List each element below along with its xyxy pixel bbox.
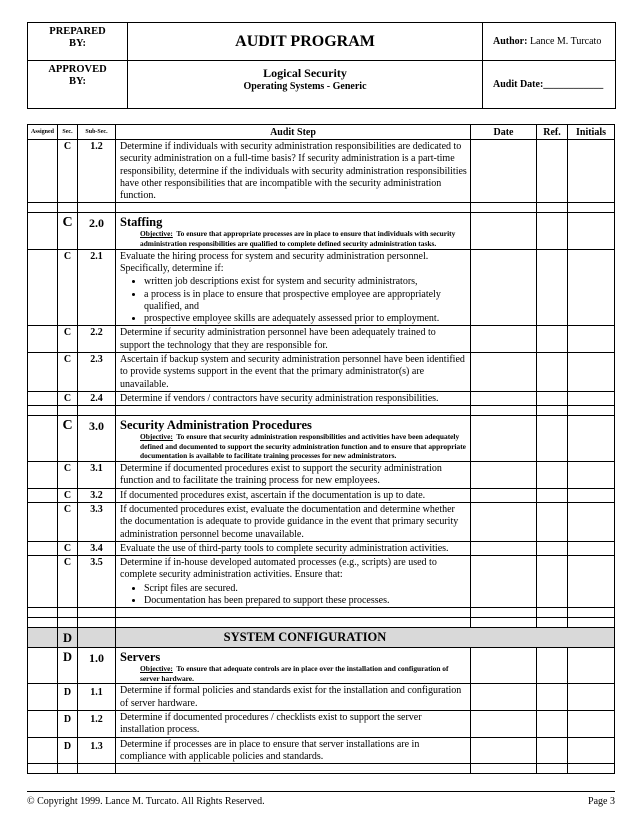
sec-cell: C	[58, 541, 78, 555]
author-label: Author:	[493, 36, 528, 47]
sec-cell: C	[58, 556, 78, 608]
sec-cell: C	[58, 488, 78, 502]
assigned-cell	[28, 628, 58, 648]
step-text: Determine if vendors / contractors have security administration responsibilities.	[116, 391, 471, 405]
ref-cell[interactable]	[537, 391, 568, 405]
date-cell[interactable]	[471, 711, 537, 738]
subsec-cell: 2.4	[78, 391, 116, 405]
initials-cell[interactable]	[568, 502, 615, 541]
ref-cell[interactable]	[537, 416, 568, 462]
subsec-cell: 1.1	[78, 684, 116, 711]
section-cell	[116, 416, 471, 462]
date-cell[interactable]	[471, 213, 537, 249]
objective-label: Objective:	[140, 664, 173, 674]
ref-cell[interactable]	[537, 648, 568, 684]
initials-cell[interactable]	[568, 416, 615, 462]
assigned-cell[interactable]	[28, 737, 58, 764]
sec-cell: C	[58, 416, 78, 462]
table-row	[28, 556, 615, 608]
spacer-row	[28, 618, 615, 628]
col-audit-step: Audit Step	[116, 125, 471, 140]
column-header-row	[28, 125, 615, 140]
sec-cell: D	[58, 684, 78, 711]
section-cell	[116, 648, 471, 684]
bullet-list	[120, 583, 467, 608]
step-text: If documented procedures exist, ascertain if the documentation is up to date.	[116, 488, 471, 502]
ref-cell[interactable]	[537, 462, 568, 489]
sec-cell: C	[58, 353, 78, 392]
subsec-cell: 2.2	[78, 326, 116, 353]
sec-cell: D	[58, 648, 78, 684]
copyright-text: © Copyright 1999. Lance M. Turcato. All Rights Reserved.	[27, 796, 265, 807]
date-cell[interactable]	[471, 391, 537, 405]
step-text: Evaluate the hiring process for system and security administration personnel. Specifically, determine if:	[120, 250, 429, 274]
subsec-cell: 3.5	[78, 556, 116, 608]
bullet-item: • Script files are secured.	[144, 583, 467, 595]
initials-cell[interactable]	[568, 488, 615, 502]
table-row	[28, 737, 615, 764]
date-cell[interactable]	[471, 416, 537, 462]
subsec-cell: 1.3	[78, 737, 116, 764]
section-title: Security Administration Procedures	[120, 418, 312, 433]
page-number: Page 3	[588, 796, 615, 807]
sec-cell: C	[58, 140, 78, 203]
initials-cell[interactable]	[568, 684, 615, 711]
spacer-row	[28, 608, 615, 618]
document-title: AUDIT PROGRAM	[128, 23, 483, 61]
subsec-cell: 3.0	[78, 416, 116, 462]
initials-cell[interactable]	[568, 462, 615, 489]
ref-cell[interactable]	[537, 737, 568, 764]
assigned-cell[interactable]	[28, 488, 58, 502]
subsec-cell: 3.4	[78, 541, 116, 555]
assigned-cell[interactable]	[28, 556, 58, 608]
assigned-cell[interactable]	[28, 391, 58, 405]
ref-cell[interactable]	[537, 556, 568, 608]
date-cell[interactable]	[471, 488, 537, 502]
assigned-cell[interactable]	[28, 541, 58, 555]
assigned-cell[interactable]	[28, 502, 58, 541]
ref-cell[interactable]	[537, 353, 568, 392]
initials-cell[interactable]	[568, 326, 615, 353]
sec-cell: D	[58, 628, 78, 648]
subsec-cell: 1.0	[78, 648, 116, 684]
initials-cell[interactable]	[568, 249, 615, 326]
table-row	[28, 391, 615, 405]
subtitle-cell	[128, 61, 483, 109]
sec-cell: D	[58, 711, 78, 738]
header-table	[27, 22, 616, 109]
col-date: Date	[471, 125, 537, 140]
step-text: Determine if documented procedures exist to support the security administration function and to facilitate the training process for new employees.	[116, 462, 471, 489]
assigned-cell[interactable]	[28, 249, 58, 326]
col-sec: Sec.	[58, 125, 78, 140]
bullet-item: • written job descriptions exist for system and security administrators,	[144, 276, 467, 288]
ref-cell[interactable]	[537, 711, 568, 738]
sec-cell: D	[58, 737, 78, 764]
date-cell[interactable]	[471, 684, 537, 711]
spacer-row	[28, 764, 615, 774]
assigned-cell[interactable]	[28, 648, 58, 684]
initials-cell[interactable]	[568, 140, 615, 203]
initials-cell[interactable]	[568, 541, 615, 555]
table-row	[28, 249, 615, 326]
subsec-cell: 2.3	[78, 353, 116, 392]
table-row	[28, 711, 615, 738]
step-text: Ascertain if backup system and security administration personnel have been identified to provide systems support in the event that the primary administrator(s) are unavailable.	[116, 353, 471, 392]
document-subtitle-2: Operating Systems - Generic	[243, 81, 367, 92]
objective-body: To ensure that appropriate processes are in place to ensure that individuals with security administration responsibilities are qualified to complete defined security administration tasks.	[140, 229, 456, 249]
section-title: Staffing	[120, 215, 163, 230]
approved-by-label: APPROVED BY:	[28, 61, 128, 109]
col-subsec: Sub-Sec.	[78, 125, 116, 140]
initials-cell[interactable]	[568, 353, 615, 392]
step-text: Determine if security administration personnel have been adequately trained to support the technology that they are responsible for.	[116, 326, 471, 353]
sec-cell: C	[58, 326, 78, 353]
date-cell[interactable]	[471, 556, 537, 608]
document-subtitle: Logical Security	[263, 66, 347, 80]
ref-cell[interactable]	[537, 684, 568, 711]
prepared-by-label: PREPARED BY:	[28, 23, 128, 61]
col-ref: Ref.	[537, 125, 568, 140]
table-row	[28, 326, 615, 353]
date-cell[interactable]	[471, 648, 537, 684]
step-text: Determine if formal policies and standards exist for the installation and configuration of server hardware.	[116, 684, 471, 711]
subsec-cell: 3.2	[78, 488, 116, 502]
subsec-cell	[78, 628, 116, 648]
section-row	[28, 416, 615, 462]
date-cell[interactable]	[471, 502, 537, 541]
bullet-item: • Documentation has been prepared to support these processes.	[144, 595, 467, 607]
assigned-cell[interactable]	[28, 140, 58, 203]
audit-steps-table	[27, 124, 615, 774]
subsec-cell: 2.0	[78, 213, 116, 249]
objective-body: To ensure that security administration responsibilities and activities have been adequately defined and documented to support the security administration function and to ensure that appropriate documentation is available to facilitate training processes for new administrators.	[140, 432, 466, 461]
ref-cell[interactable]	[537, 502, 568, 541]
ref-cell[interactable]	[537, 213, 568, 249]
step-text: Determine if in-house developed automated processes (e.g., scripts) are used to complete security administration activities. Ensure that:	[120, 557, 437, 581]
section-row	[28, 213, 615, 249]
table-row	[28, 488, 615, 502]
initials-cell[interactable]	[568, 711, 615, 738]
objective-text	[116, 432, 470, 461]
objective-text	[116, 664, 470, 683]
sec-cell: C	[58, 213, 78, 249]
table-row	[28, 140, 615, 203]
col-assigned: Assigned	[28, 125, 58, 140]
table-row	[28, 502, 615, 541]
initials-cell[interactable]	[568, 391, 615, 405]
audit-date-field[interactable]	[483, 61, 616, 109]
audit-date-label: Audit Date:____________	[493, 79, 604, 90]
sec-cell: C	[58, 391, 78, 405]
date-cell[interactable]	[471, 737, 537, 764]
objective-label: Objective:	[140, 229, 173, 239]
ref-cell[interactable]	[537, 488, 568, 502]
step-text: Evaluate the use of third-party tools to complete security administration activities.	[116, 541, 471, 555]
step-text: Determine if documented procedures / checklists exist to support the server installation process.	[116, 711, 471, 738]
date-cell[interactable]	[471, 140, 537, 203]
ref-cell[interactable]	[537, 541, 568, 555]
date-cell[interactable]	[471, 541, 537, 555]
bullet-item: • prospective employee skills are adequately assessed prior to employment.	[144, 313, 467, 325]
objective-text	[116, 229, 470, 248]
spacer-row	[28, 406, 615, 416]
section-cell	[116, 213, 471, 249]
initials-cell[interactable]	[568, 648, 615, 684]
author-value: Lance M. Turcato	[529, 36, 602, 47]
table-row	[28, 684, 615, 711]
system-config-title-text: SYSTEM CONFIGURATION	[223, 630, 387, 645]
system-config-header-row	[28, 628, 615, 648]
assigned-cell[interactable]	[28, 684, 58, 711]
step-cell	[116, 249, 471, 326]
subsec-cell: 3.1	[78, 462, 116, 489]
footer-divider	[27, 791, 615, 792]
subsec-cell: 1.2	[78, 711, 116, 738]
step-text: If documented procedures exist, evaluate the documentation and determine whether the documentation is adequate to provide guidance in the event that primary security administration personnel become unavailable.	[116, 502, 471, 541]
date-cell[interactable]	[471, 326, 537, 353]
subsec-cell: 2.1	[78, 249, 116, 326]
objective-body: To ensure that adequate controls are in place over the installation and configuration of server hardware.	[140, 664, 449, 683]
date-cell[interactable]	[471, 249, 537, 326]
author-cell	[483, 23, 616, 61]
step-cell	[116, 556, 471, 608]
assigned-cell[interactable]	[28, 353, 58, 392]
initials-cell[interactable]	[568, 737, 615, 764]
assigned-cell[interactable]	[28, 462, 58, 489]
step-text: Determine if processes are in place to ensure that server installations are in compliance with applicable policies and standards.	[116, 737, 471, 764]
ref-cell[interactable]	[537, 140, 568, 203]
section-title: Servers	[120, 650, 161, 665]
date-cell[interactable]	[471, 462, 537, 489]
table-row	[28, 353, 615, 392]
sec-cell: C	[58, 502, 78, 541]
ref-cell[interactable]	[537, 249, 568, 326]
table-row	[28, 462, 615, 489]
ref-cell[interactable]	[537, 326, 568, 353]
assigned-cell[interactable]	[28, 416, 58, 462]
subsec-cell: 1.2	[78, 140, 116, 203]
objective-label: Objective:	[140, 432, 173, 442]
bullet-item: • a process is in place to ensure that prospective employee are appropriately qualified, and	[144, 289, 467, 314]
assigned-cell[interactable]	[28, 213, 58, 249]
assigned-cell[interactable]	[28, 711, 58, 738]
col-initials: Initials	[568, 125, 615, 140]
spacer-row	[28, 203, 615, 213]
sec-cell: C	[58, 249, 78, 326]
date-cell[interactable]	[471, 353, 537, 392]
sec-cell: C	[58, 462, 78, 489]
subsec-cell: 3.3	[78, 502, 116, 541]
initials-cell[interactable]	[568, 556, 615, 608]
system-config-title	[116, 628, 615, 648]
step-text: Determine if individuals with security administration responsibilities are dedicated to security administration on a full-time basis? If security administration is a part-time responsibility, determine if the individuals with security administration responsibilities have other responsibilities that are incompatible with the security administration function.	[116, 140, 471, 203]
table-row	[28, 541, 615, 555]
section-row	[28, 648, 615, 684]
initials-cell[interactable]	[568, 213, 615, 249]
bullet-list	[120, 276, 467, 325]
assigned-cell[interactable]	[28, 326, 58, 353]
